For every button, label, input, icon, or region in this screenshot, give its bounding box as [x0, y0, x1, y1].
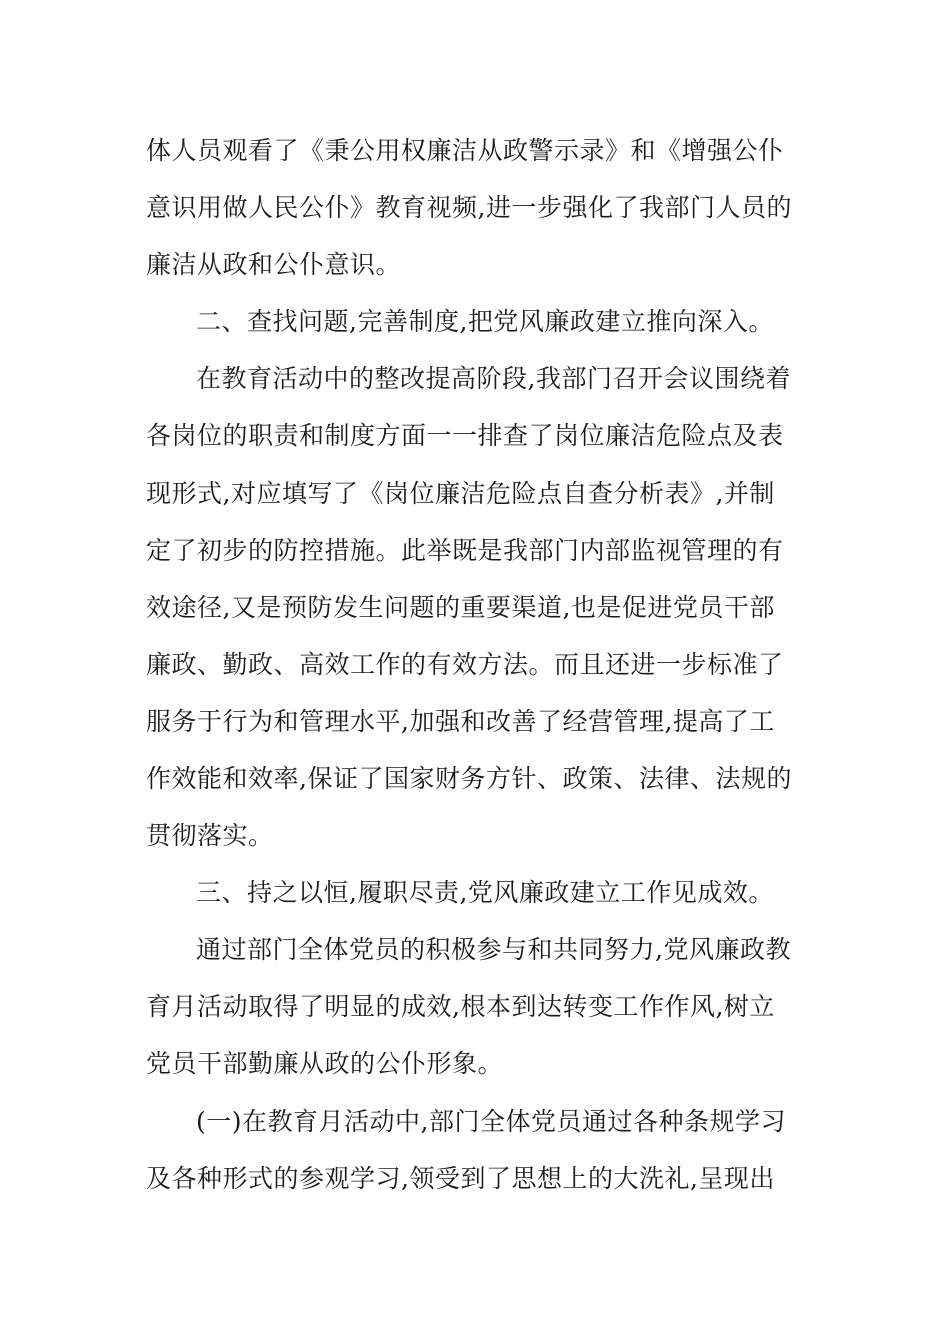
text-line: 廉洁从政和公仆意识。 [146, 250, 402, 279]
text-line: 在教育活动中的整改提高阶段,我部门召开会议围绕着 [196, 364, 791, 393]
text-line: 效途径,又是预防发生问题的重要渠道,也是促进党员干部 [146, 593, 775, 622]
text-line: 廉政、勤政、高效工作的有效方法。而且还进一步标准了 [146, 650, 784, 679]
section-heading: 二、查找问题,完善制度,把党风廉政建立推向深入。 [196, 307, 774, 336]
text-line: 贯彻落实。 [146, 821, 274, 850]
text-line: 作效能和效率,保证了国家财务方针、政策、法律、法规的 [146, 764, 792, 793]
text-line: 各岗位的职责和制度方面一一排查了岗位廉洁危险点及表 [146, 421, 784, 450]
text-line: 党员干部勤廉从政的公仆形象。 [146, 1049, 504, 1078]
text-line: 意识用做人民公仆》教育视频,进一步强化了我部门人员的 [146, 193, 792, 222]
text-line: 定了初步的防控措施。此举既是我部门内部监视管理的有 [146, 536, 784, 565]
text-line: 育月活动取得了明显的成效,根本到达转变工作作风,树立 [146, 992, 775, 1021]
text-line: 服务于行为和管理水平,加强和改善了经营管理,提高了工 [146, 707, 775, 736]
text-line: 体人员观看了《秉公用权廉洁从政警示录》和《增强公仆 [146, 136, 784, 165]
text-line: (一)在教育月活动中,部门全体党员通过各种条规学习 [196, 1107, 786, 1136]
text-line: 通过部门全体党员的积极参与和共同努力,党风廉政教 [196, 935, 791, 964]
text-line: 及各种形式的参观学习,领受到了思想上的大洗礼,呈现出 [146, 1164, 775, 1193]
section-heading: 三、持之以恒,履职尽责,党风廉政建立工作见成效。 [196, 878, 774, 907]
text-line: 现形式,对应填写了《岗位廉洁危险点自查分析表》,并制 [146, 479, 775, 508]
